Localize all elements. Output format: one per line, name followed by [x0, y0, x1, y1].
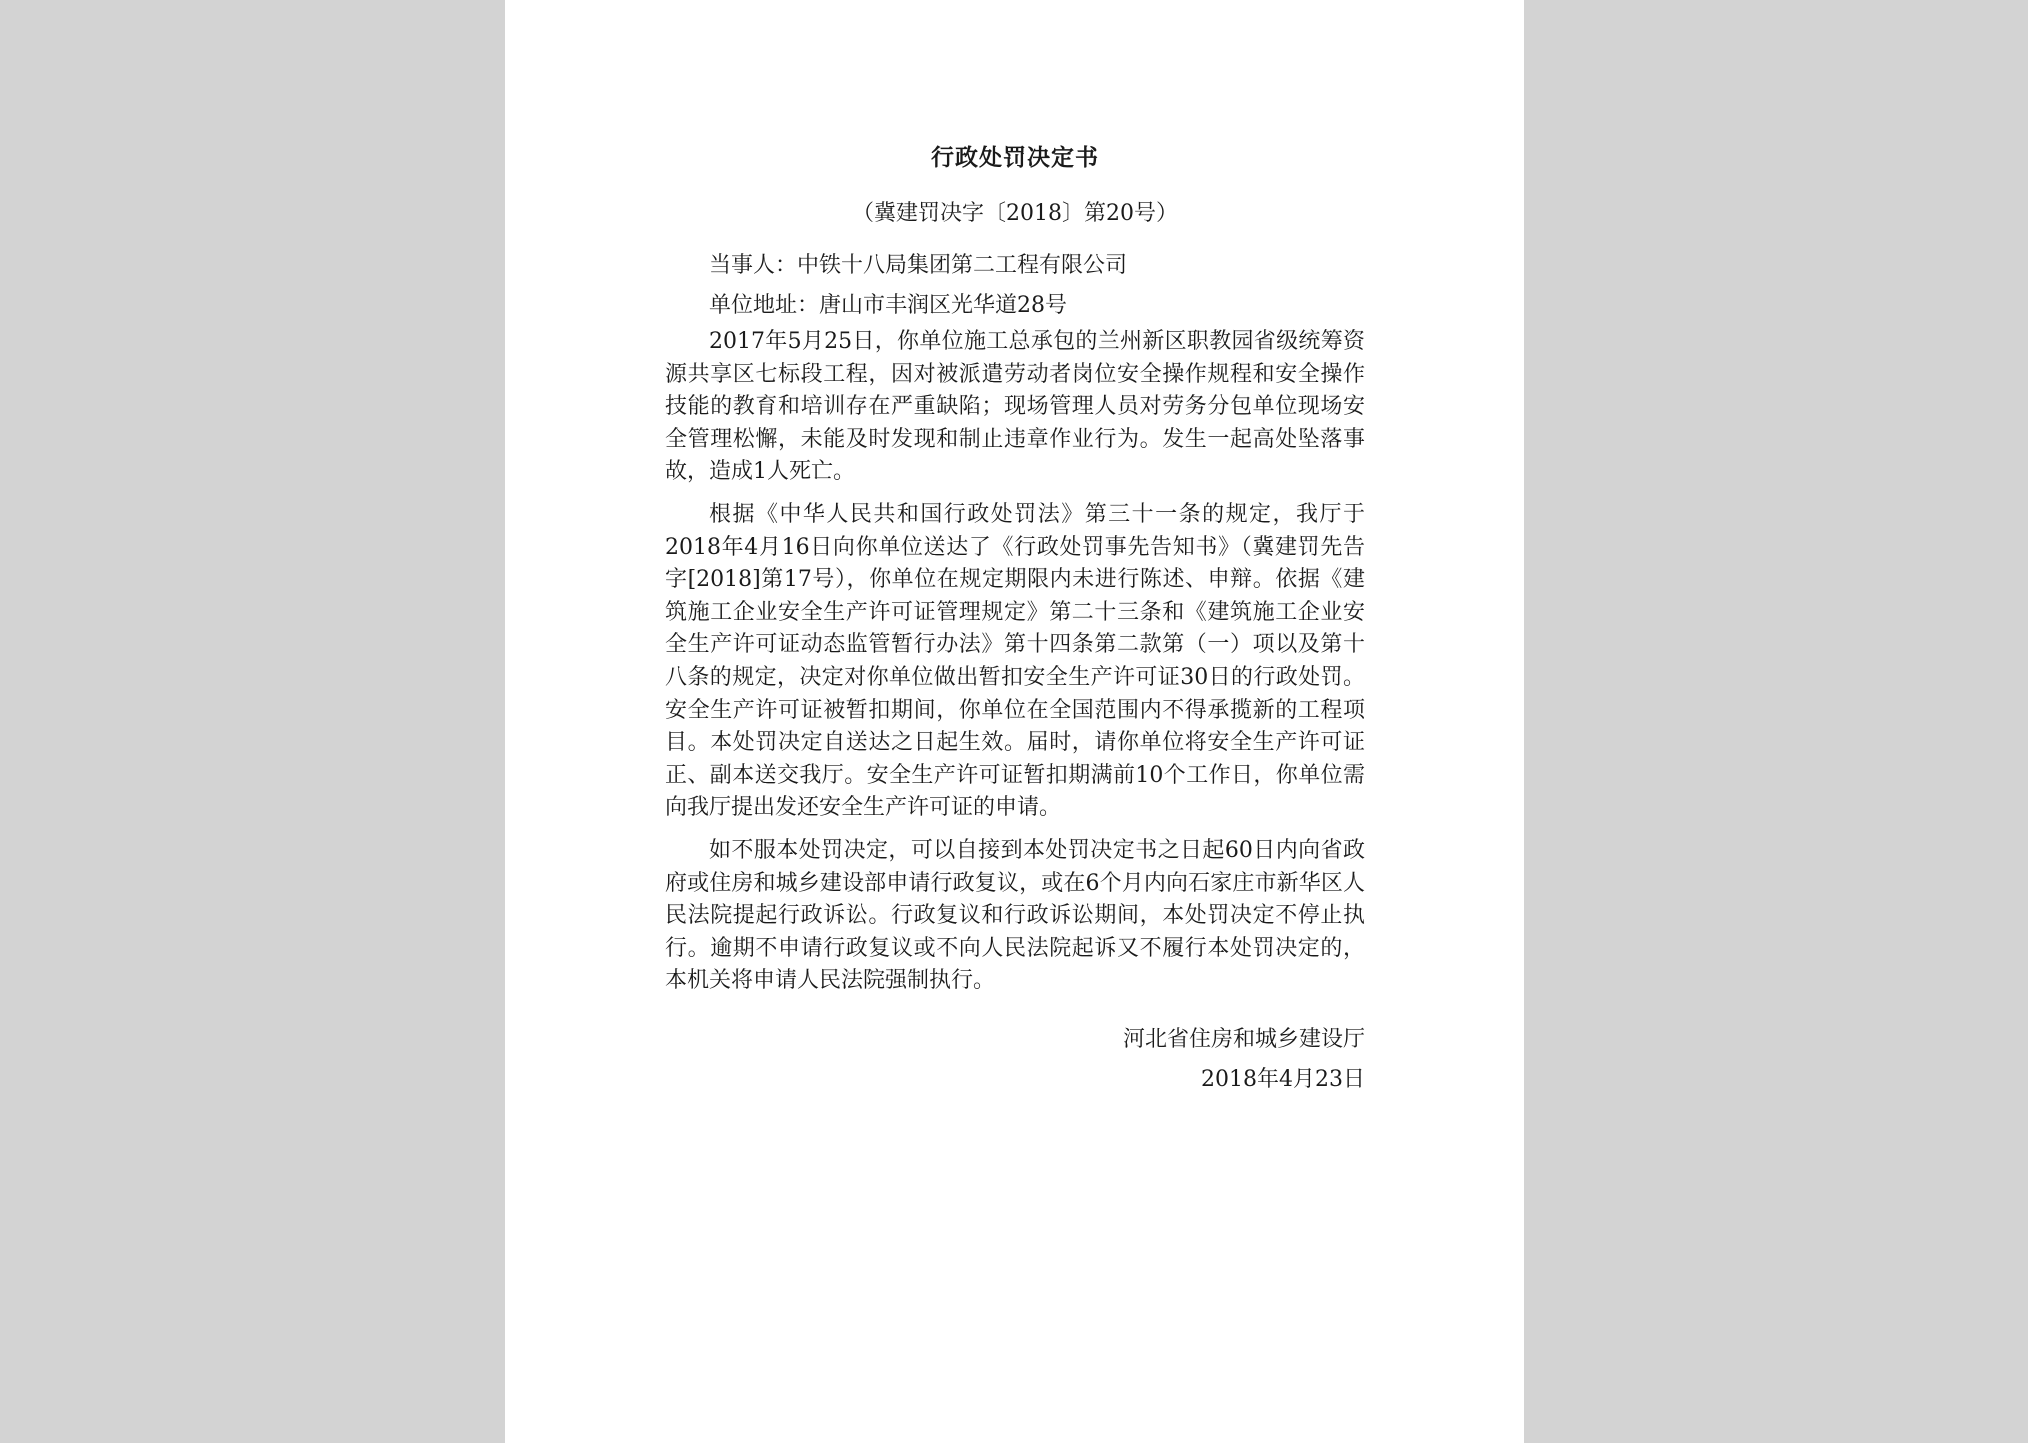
party-info: [665, 246, 1365, 326]
paragraph-decision: 根据《中华人民共和国行政处罚法》第三十一条的规定，我厅于2018年4月16日向你单位送达了《行政处罚事先告知书》（冀建罚先告字[2018]第17号），你单位在规定期限内未进行陈述、申辩。依据《建筑施工企业安全生产许可证管理规定》第二十三条和《建筑施工企业安全生产许可证动态监管暂行办法》第十四条第二款第（一）项以及第十八条的规定，决定对你单位做出暂扣安全生产许可证30日的行政处罚。安全生产许可证被暂扣期间，你单位在全国范围内不得承揽新的工程项目。本处罚决定自送达之日起生效。届时，请你单位将安全生产许可证正、副本送交我厅。安全生产许可证暂扣期满前10个工作日，你单位需向我厅提出发还安全生产许可证的申请。: [665, 501, 1365, 821]
party-name: 当事人：中铁十八局集团第二工程有限公司: [709, 253, 1128, 278]
party-address: 单位地址：唐山市丰润区光华道28号: [709, 293, 1067, 318]
document-page: [505, 0, 1524, 1443]
issue-date: 2018年4月23日: [1201, 1066, 1365, 1092]
paragraph-appeal: 如不服本处罚决定，可以自接到本处罚决定书之日起60日内向省政府或住房和城乡建设部申请行政复议，或在6个月内向石家庄市新华区人民法院提起行政诉讼。行政复议和行政诉讼期间，本处罚决定不停止执行。逾期不申请行政复议或不向人民法院起诉又不履行本处罚决定的，本机关将申请人民法院强制执行。: [665, 837, 1365, 994]
document-title: 行政处罚决定书: [931, 144, 1099, 171]
document-body: [665, 326, 1365, 998]
document-content: [665, 140, 1365, 1100]
signature-block: [665, 1020, 1365, 1100]
paragraph-facts: 2017年5月25日，你单位施工总承包的兰州新区职教园省级统筹资源共享区七标段工程，因对被派遣劳动者岗位安全操作规程和安全操作技能的教育和培训存在严重缺陷；现场管理人员对劳务分包单位现场安全管理松懈，未能及时发现和制止违章作业行为。发生一起高处坠落事故，造成1人死亡。: [665, 329, 1365, 485]
issuer-name: 河北省住房和城乡建设厅: [1122, 1026, 1365, 1052]
document-number: （冀建罚决字〔2018〕第20号）: [852, 201, 1178, 226]
